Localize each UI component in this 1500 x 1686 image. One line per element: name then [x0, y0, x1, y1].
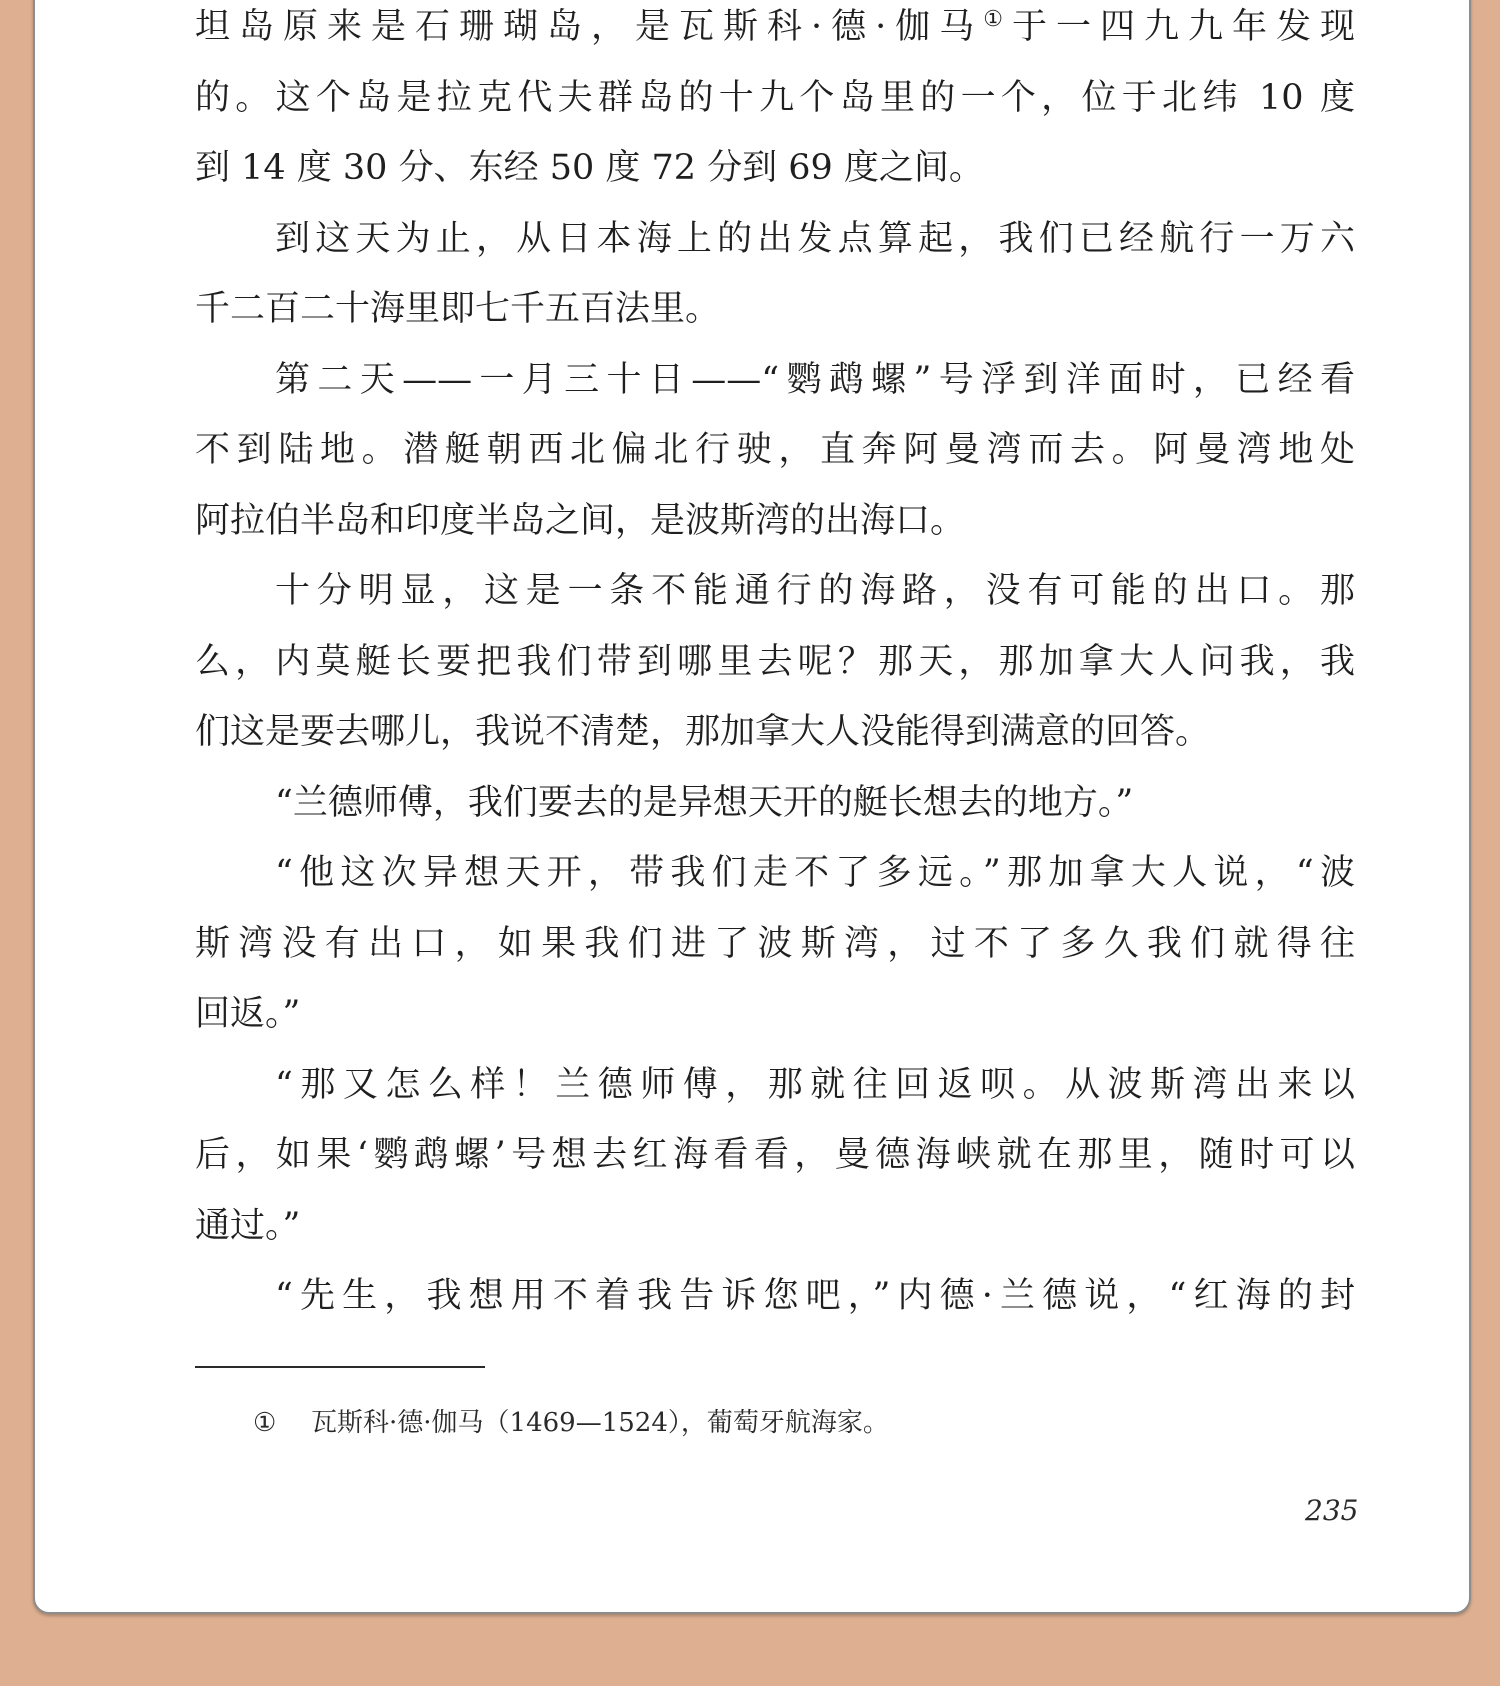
text-line-2: 的。这个岛是拉克代夫群岛的十九个岛里的一个，位于北纬 10 度 — [195, 77, 1355, 118]
text-line-13: “他这次异想天开，带我们走不了多远。”那加拿大人说，“波 — [275, 853, 1355, 893]
footnote — [253, 1402, 889, 1439]
text-line-15: 回返。” — [195, 994, 301, 1034]
text-line-4: 到这天为止，从日本海上的出发点算起，我们已经航行一万六 — [275, 218, 1355, 259]
text-line-16: “那又怎么样！兰德师傅，那就往回返呗。从波斯湾出来以 — [275, 1064, 1355, 1105]
text-line-18: 通过。” — [195, 1205, 301, 1246]
text-line-12: “兰德师傅，我们要去的是异想天开的艇长想去的地方。” — [275, 782, 1134, 823]
text-line-6: 第二天——一月三十日——“鹦鹉螺”号浮到洋面时，已经看 — [275, 359, 1355, 400]
text-line-17: 后，如果‘鹦鹉螺’号想去红海看看，曼德海峡就在那里，随时可以 — [195, 1135, 1355, 1175]
text-line-5: 千二百二十海里即七千五百法里。 — [195, 289, 721, 329]
text-line-9: 十分明显，这是一条不能通行的海路，没有可能的出口。那 — [275, 571, 1355, 611]
footnote-divider — [195, 1366, 485, 1368]
text-line-8: 阿拉伯半岛和印度半岛之间，是波斯湾的出海口。 — [195, 500, 966, 541]
body-text — [195, 0, 1355, 1332]
text-line-3: 到 14 度 30 分、东经 50 度 72 分到 69 度之间。 — [195, 148, 984, 188]
text-line-1: 坦岛原来是石珊瑚岛，是瓦斯科·德·伽马①于一四九九年发现 — [195, 7, 1355, 47]
footnote-reference[interactable]: ① — [983, 7, 1012, 32]
text-line-19: “先生，我想用不着我告诉您吧，”内德·兰德说，“红海的封 — [275, 1276, 1355, 1316]
footnote-marker: ① — [253, 1408, 277, 1438]
text-line-11: 们这是要去哪儿，我说不清楚，那加拿大人没能得到满意的回答。 — [195, 712, 1211, 752]
text-line-14: 斯湾没有出口，如果我们进了波斯湾，过不了多久我们就得往 — [195, 923, 1355, 964]
book-page — [33, 0, 1471, 1614]
text-line-10: 么，内莫艇长要把我们带到哪里去呢？那天，那加拿大人问我，我 — [195, 641, 1355, 682]
footnote-text: 瓦斯科·德·伽马（1469—1524），葡萄牙航海家。 — [311, 1408, 889, 1438]
text-line-7: 不到陆地。潜艇朝西北偏北行驶，直奔阿曼湾而去。阿曼湾地处 — [195, 430, 1355, 470]
page-number: 235 — [1305, 1494, 1359, 1527]
